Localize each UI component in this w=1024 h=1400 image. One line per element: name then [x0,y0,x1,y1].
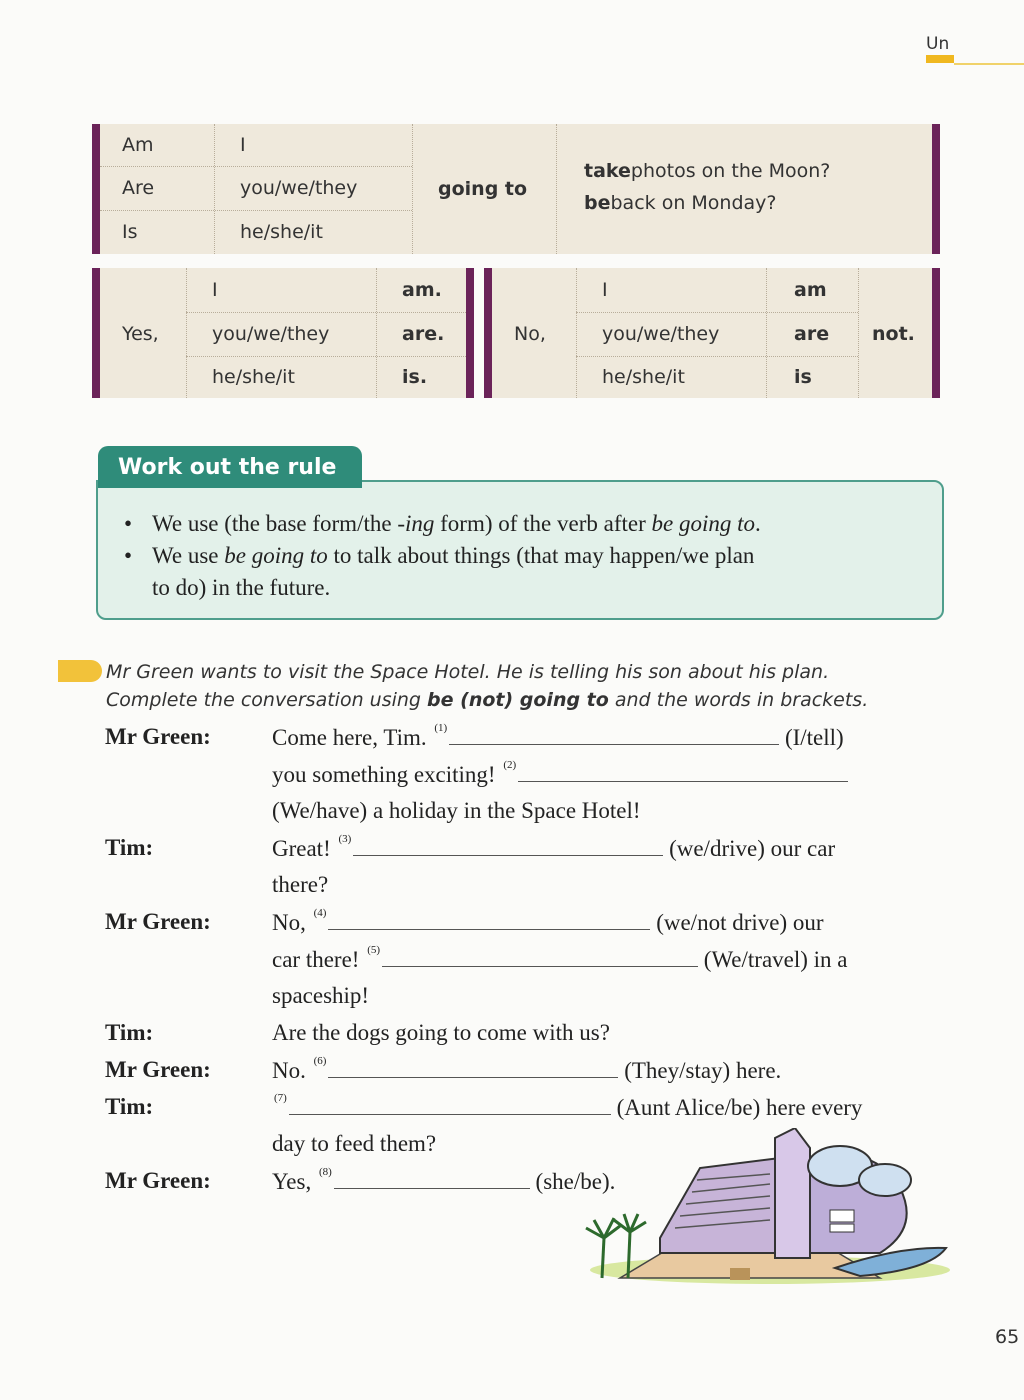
exercise-instruction-1: Mr Green wants to visit the Space Hotel. He is telling his son about his plan. [106,661,830,683]
q-example-2: be back on Monday? [584,192,777,214]
table-edge-right [932,124,940,254]
speaker-mr-green: Mr Green: [105,1168,211,1193]
dialogue-line: there? [272,872,329,897]
q-verb-is: Is [122,221,138,243]
unit-tab: Un [926,34,950,54]
speaker-mr-green: Mr Green: [105,1057,211,1082]
exercise-instruction-2: Complete the conversation using be (not) going to and the words in brackets. [106,689,869,711]
yes-pronoun-he: he/she/it [212,366,295,388]
unit-tab-bar [926,55,954,63]
dialogue-line: you something exciting! $^{(2)}$ [272,761,848,788]
speaker-tim: Tim: [105,1094,154,1119]
page-number: 65 [995,1326,1020,1348]
no-verb-are: are [794,323,830,345]
dialogue-line: car there! $^{(5)}$ (We/travel) in a [272,944,848,972]
q-pronoun-he: he/she/it [240,221,323,243]
answer-blank-5[interactable] [382,946,698,967]
no-pronoun-you: you/we/they [602,323,720,345]
answer-blank-1[interactable] [449,724,779,745]
dialogue-line: spaceship! [272,983,370,1008]
rule-bullet-2-cont: to do) in the future. [152,575,331,600]
speaker-tim: Tim: [105,1020,154,1045]
dialogue-line: No. $^{(6)}$ (They/stay) here. [272,1055,782,1083]
rule-title: Work out the rule [98,446,362,488]
yes-verb-is: is. [402,366,428,388]
dialogue-line: Great! $^{(3)}$ (we/drive) our car [272,833,836,861]
yes-pronoun-you: you/we/they [212,323,330,345]
dialogue-line: (We/have) a holiday in the Space Hotel! [272,798,641,823]
answer-blank-8[interactable] [334,1168,530,1189]
going-to-label: going to [438,178,528,200]
yes-label: Yes, [122,323,159,345]
no-verb-am: am [794,279,827,301]
answer-blank-6[interactable] [328,1057,618,1078]
rule-bullet-2: • We use be going to to talk about things (that may happen/we plan [152,540,922,572]
speaker-tim: Tim: [105,835,154,860]
exercise-marker [58,660,102,682]
rule-box [96,480,944,620]
q-verb-am: Am [122,134,154,156]
no-negation: not. [872,323,915,345]
answer-blank-2[interactable] [518,761,848,782]
dialogue-line: $^{(7)}$ (Aunt Alice/be) here every [274,1092,863,1120]
table-edge-left [92,124,100,254]
q-pronoun-i: I [240,134,246,156]
answer-blank-3[interactable] [353,835,663,856]
no-pronoun-he: he/she/it [602,366,685,388]
no-pronoun-i: I [602,279,608,301]
q-verb-are: Are [122,177,155,199]
yes-verb-am: am. [402,279,442,301]
no-answer-table [484,268,940,398]
dialogue-line: No, $^{(4)}$ (we/not drive) our [272,907,824,935]
yes-answer-table [92,268,474,398]
speaker-mr-green: Mr Green: [105,724,211,749]
dialogue-line: Yes, $^{(8)}$ (she/be). [272,1166,616,1194]
unit-tab-rule [954,63,1024,65]
yes-verb-are: are. [402,323,445,345]
speaker-mr-green: Mr Green: [105,909,211,934]
space-hotel-illustration [580,1128,952,1286]
yes-pronoun-i: I [212,279,218,301]
question-grammar-table [92,124,940,254]
dialogue-line: Come here, Tim. $^{(1)}$ (I/tell) [272,722,844,750]
q-pronoun-you: you/we/they [240,177,358,199]
no-verb-is: is [794,366,812,388]
no-label: No, [514,323,546,345]
dialogue-line: Are the dogs going to come with us? [272,1020,610,1045]
q-example-1: take photos on the Moon? [584,160,831,182]
answer-blank-4[interactable] [328,909,650,930]
answer-blank-7[interactable] [289,1094,611,1115]
dialogue-line: day to feed them? [272,1131,437,1156]
rule-bullet-1: • We use (the base form/the -ing form) of the verb after be going to. [152,508,922,540]
